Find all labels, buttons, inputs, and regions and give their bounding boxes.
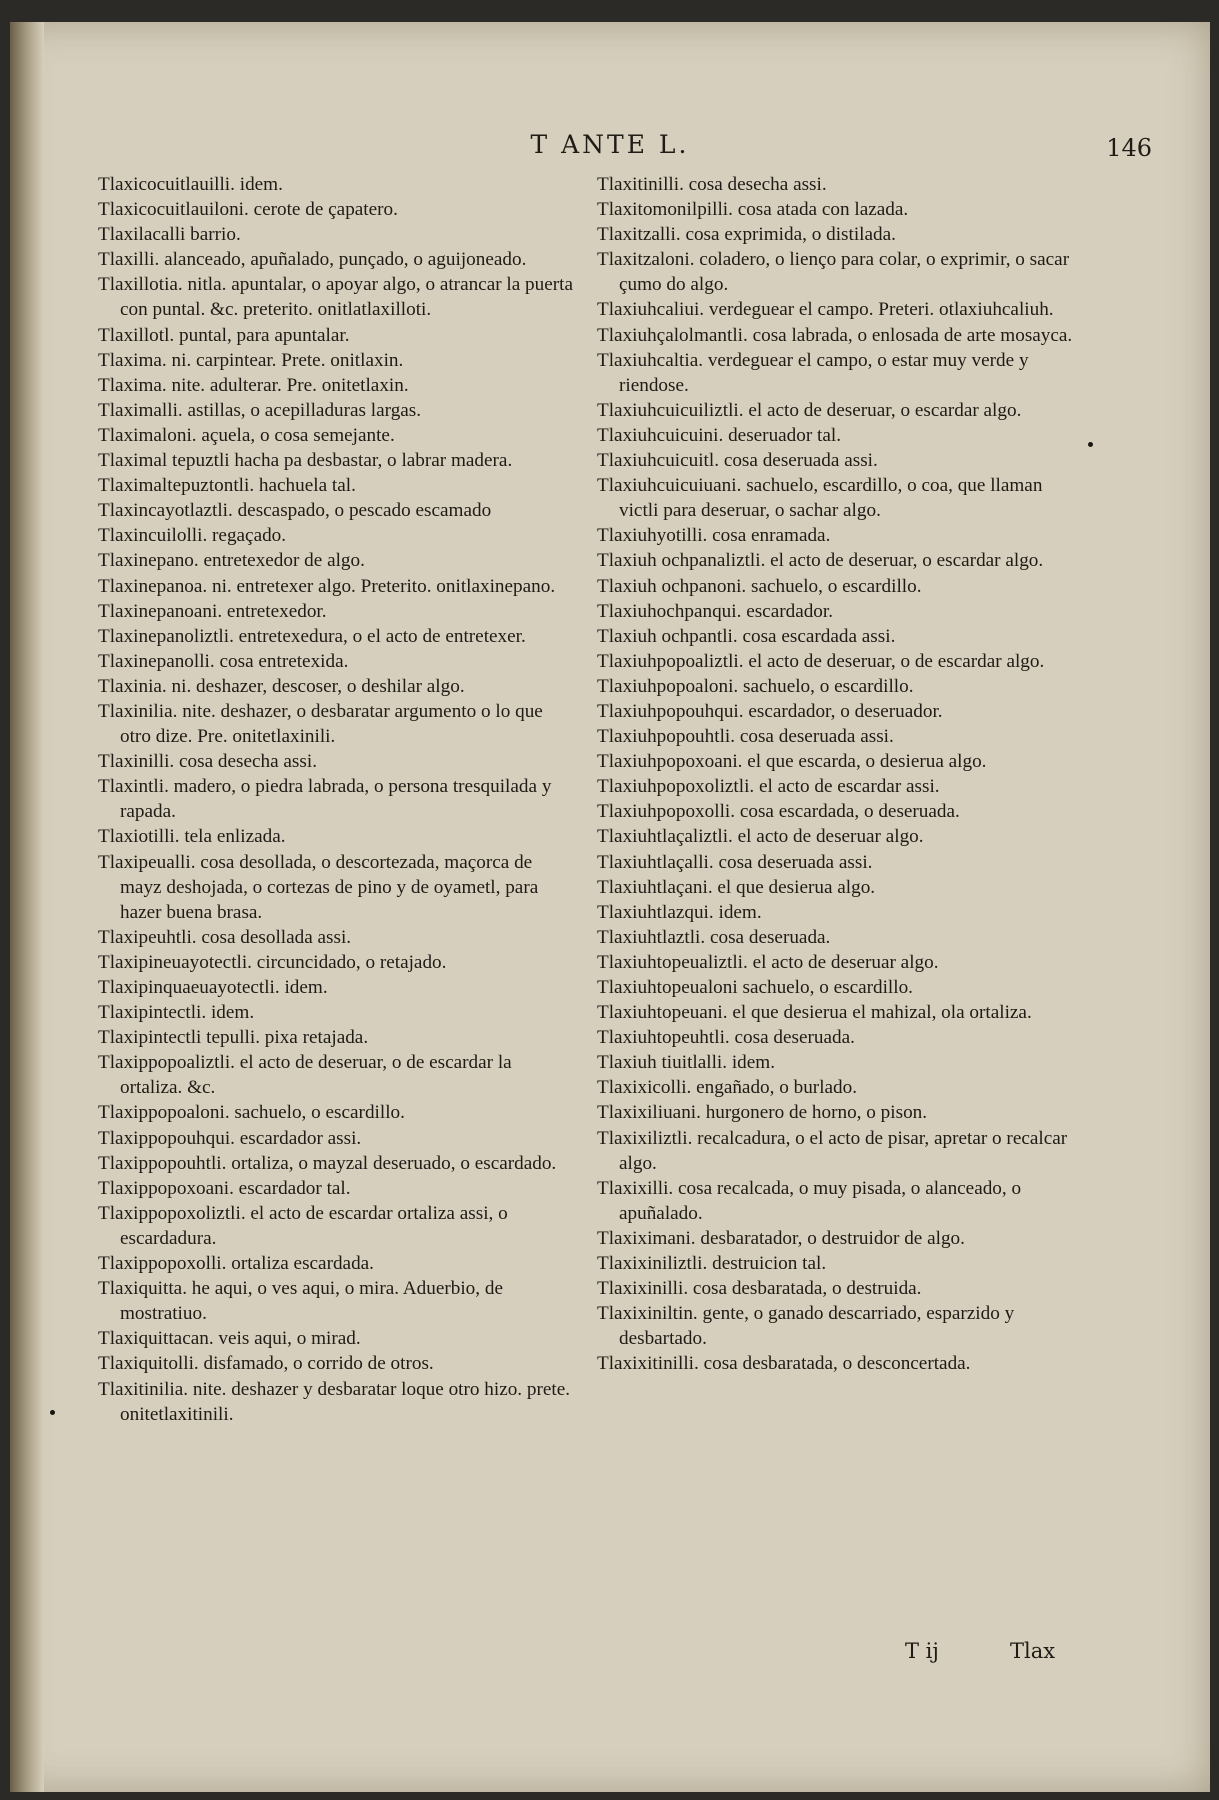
dictionary-entry: Tlaxinia. ni. deshazer, descoser, o deshilar algo. <box>98 675 465 697</box>
dictionary-entry: Tlaxinepanolli. cosa entretexida. <box>98 650 349 672</box>
dictionary-entry: Tlaxiuhtlaçalli. cosa deseruada assi. <box>597 851 873 873</box>
dictionary-entry: Tlaxiuhcaliui. verdeguear el campo. Preteri. otlaxiuhcaliuh. <box>597 299 1054 321</box>
dictionary-entry: Tlaxinepanoani. entretexedor. <box>98 600 327 622</box>
folio-number: 146 <box>1106 134 1152 162</box>
dictionary-entry: Tlaxipinquaeuayotectli. idem. <box>98 977 328 998</box>
dictionary-entry: Tlaxinilli. cosa desecha assi. <box>98 751 317 773</box>
dictionary-entry: Tlaxinepanoliztli. entretexedura, o el acto de entretexer. <box>98 625 526 647</box>
ink-speck <box>1088 442 1093 447</box>
dictionary-entry: Tlaxipineuayotectli. circuncidado, o retajado. <box>98 951 447 973</box>
dictionary-entry: Tlaxitzalli. cosa exprimida, o distilada. <box>597 224 896 246</box>
dictionary-entry: Tlaximaltepuztontli. hachuela tal. <box>98 475 356 497</box>
dictionary-entry: Tlaxintli. madero, o piedra labrada, o persona tresquilada y rapada. <box>98 776 552 823</box>
dictionary-entry: Tlaxiotilli. tela enlizada. <box>98 826 286 848</box>
dictionary-entry: Tlaxippopouhqui. escardador assi. <box>98 1127 362 1149</box>
dictionary-entry: Tlaxiuhpopoxoliztli. el acto de escardar assi. <box>597 776 940 798</box>
dictionary-entry: Tlaxinepano. entretexedor de algo. <box>98 550 365 572</box>
ink-speck <box>50 1410 55 1415</box>
dictionary-entry: Tlaxincuilolli. regaçado. <box>98 525 287 547</box>
dictionary-entry: Tlaxitinilli. cosa desecha assi. <box>597 174 827 195</box>
dictionary-entry: Tlaxiuhtopeuhtli. cosa deseruada. <box>597 1027 855 1049</box>
dictionary-entry: Tlaxipeuhtli. cosa desollada assi. <box>98 926 352 948</box>
dictionary-entry: Tlaxiuhcuicuitl. cosa deseruada assi. <box>597 450 878 472</box>
dictionary-entry: Tlaxiquittacan. veis aqui, o mirad. <box>98 1328 361 1350</box>
dictionary-entry: Tlaxillotl. puntal, para apuntalar. <box>98 324 350 346</box>
dictionary-entry: Tlaxiuhcuicuiuani. sachuelo, escardillo, o coa, que llaman victli para deseruar, o sachar algo. <box>597 475 1043 522</box>
dictionary-entry: Tlaxincayotlaztli. descaspado, o pescado escamado <box>98 500 492 522</box>
dictionary-entry: Tlaxixilli. cosa recalcada, o muy pisada, o alanceado, o apuñalado. <box>597 1177 1022 1224</box>
dictionary-entry: Tlaxipintectli tepulli. pixa retajada. <box>98 1027 369 1049</box>
dictionary-entry: Tlaxiuhtlaztli. cosa deseruada. <box>597 926 831 948</box>
dictionary-entry: Tlaxiuhtlaçani. el que desierua algo. <box>597 876 876 898</box>
dictionary-entry: Tlaxiquitolli. disfamado, o corrido de otros. <box>98 1353 434 1375</box>
dictionary-entry: Tlaxipeualli. cosa desollada, o descortezada, maçorca de mayz deshojada, o cortezas de pino y de oyametl, para hazer buena brasa. <box>98 851 539 923</box>
dictionary-entry: Tlaxiuhtopeuani. el que desierua el mahizal, ola ortaliza. <box>597 1002 1032 1024</box>
dictionary-entry: Tlaxitzaloni. coladero, o lienço para colar, o exprimir, o sacar çumo do algo. <box>597 249 1070 296</box>
page-footer <box>10 1639 1210 1669</box>
dictionary-entry: Tlaximal tepuztli hacha pa desbastar, o labrar madera. <box>98 450 513 472</box>
dictionary-entry: Tlaxiuhpopoxolli. cosa escardada, o deseruada. <box>597 801 960 823</box>
dictionary-entry: Tlaxippopouhtli. ortaliza, o mayzal deseruado, o escardado. <box>98 1152 557 1174</box>
signature-mark: T ij <box>905 1639 939 1663</box>
dictionary-entry: Tlaxippopoxoliztli. el acto de escardar ortaliza assi, o escardadura. <box>98 1202 508 1249</box>
dictionary-entry: Tlaxixitinilli. cosa desbaratada, o desconcertada. <box>597 1353 971 1375</box>
dictionary-entry: Tlaximaloni. açuela, o cosa semejante. <box>98 424 395 446</box>
dictionary-entry: Tlaxiuhochpanqui. escardador. <box>597 600 834 622</box>
dictionary-entry: Tlaxiuh ochpanoni. sachuelo, o escardillo. <box>597 575 922 597</box>
dictionary-entry: Tlaxinepanoa. ni. entretexer algo. Preterito. onitlaxinepano. <box>98 575 556 597</box>
dictionary-entry: Tlaxilli. alanceado, apuñalado, punçado, o aguijoneado. <box>98 249 527 271</box>
dictionary-entry: Tlaxima. nite. adulterar. Pre. onitetlaxin. <box>98 374 409 396</box>
dictionary-entry: Tlaxiuhtlaçaliztli. el acto de deseruar algo. <box>597 826 924 848</box>
dictionary-entry: Tlaxiuhtlazqui. idem. <box>597 901 762 923</box>
dictionary-entry: Tlaxiuh ochpantli. cosa escardada assi. <box>597 625 896 647</box>
catchword: Tlax <box>1010 1639 1056 1663</box>
dictionary-entry: Tlaxixiniliztli. destruicion tal. <box>597 1253 827 1275</box>
dictionary-entry: Tlaxiuhpopouhtli. cosa deseruada assi. <box>597 726 894 748</box>
dictionary-entry: Tlaxippopoaliztli. el acto de deseruar, o de escardar la ortaliza. &c. <box>98 1052 512 1099</box>
dictionary-entry: Tlaxippopoaloni. sachuelo, o escardillo. <box>98 1102 405 1124</box>
dictionary-entry: Tlaxima. ni. carpintear. Prete. onitlaxin. <box>98 349 404 371</box>
dictionary-entry: Tlaxixinilli. cosa desbaratada, o destruida. <box>597 1278 922 1300</box>
book-page <box>10 22 1210 1792</box>
dictionary-entry: Tlaxinilia. nite. deshazer, o desbaratar argumento o lo que otro dize. Pre. onitetlaxinili. <box>98 700 543 748</box>
running-head: T ANTE L. <box>530 130 690 159</box>
dictionary-entry: Tlaxillotia. nitla. apuntalar, o apoyar algo, o atrancar la puerta con puntal. &c. preterito. onitlatlaxilloti. <box>98 274 573 321</box>
dictionary-entry: Tlaxixiniltin. gente, o ganado descarriado, esparzido y desbartado. <box>597 1303 1015 1350</box>
left-column <box>98 172 578 1427</box>
dictionary-entry: Tlaxipintectli. idem. <box>98 1002 255 1024</box>
dictionary-entry: Tlaxiuhcaltia. verdeguear el campo, o estar muy verde y riendose. <box>597 349 1029 396</box>
dictionary-entry: Tlaxiuhpopoxoani. el que escarda, o desierua algo. <box>597 751 987 773</box>
dictionary-entry: Tlaxiuhpopoaliztli. el acto de deseruar, o de escardar algo. <box>597 650 1045 672</box>
page-header <box>10 130 1210 170</box>
dictionary-entry: Tlaxippopoxoani. escardador tal. <box>98 1177 351 1199</box>
dictionary-entry: Tlaxiuhcuicuini. deseruador tal. <box>597 424 842 446</box>
dictionary-entry: Tlaxicocuitlauilli. idem. <box>98 174 283 195</box>
dictionary-entry: Tlaxiuhçalolmantli. cosa labrada, o enlosada de arte mosayca. <box>597 324 1073 346</box>
dictionary-entry: Tlaxiquitta. he aqui, o ves aqui, o mira. Aduerbio, de mostratiuo. <box>98 1278 503 1325</box>
dictionary-entry: Tlaxitomonilpilli. cosa atada con lazada. <box>597 199 909 221</box>
dictionary-entry: Tlaximalli. astillas, o acepilladuras largas. <box>98 399 422 421</box>
dictionary-entry: Tlaxiuhcuicuiliztli. el acto de deseruar, o escardar algo. <box>597 399 1022 421</box>
dictionary-entry: Tlaxiximani. desbaratador, o destruidor de algo. <box>597 1227 965 1249</box>
dictionary-entry: Tlaxiuh ochpanaliztli. el acto de deseruar, o escardar algo. <box>597 550 1044 572</box>
dictionary-entry: Tlaxitinilia. nite. deshazer y desbaratar loque otro hizo. prete. onitetlaxitinili. <box>98 1378 571 1425</box>
dictionary-entry: Tlaxiuhtopeualiztli. el acto de deseruar algo. <box>597 951 939 973</box>
dictionary-entry: Tlaxiuhyotilli. cosa enramada. <box>597 525 831 547</box>
right-column <box>597 172 1079 1377</box>
dictionary-entry: Tlaxixiliztli. recalcadura, o el acto de pisar, apretar o recalcar algo. <box>597 1127 1068 1174</box>
dictionary-entry: Tlaxicocuitlauiloni. cerote de çapatero. <box>98 199 398 221</box>
dictionary-entry: Tlaxippopoxolli. ortaliza escardada. <box>98 1253 374 1275</box>
page-gutter <box>10 22 44 1792</box>
dictionary-entry: Tlaxilacalli barrio. <box>98 224 241 246</box>
dictionary-entry: Tlaxiuhpopoaloni. sachuelo, o escardillo. <box>597 675 914 697</box>
dictionary-entry: Tlaxixicolli. engañado, o burlado. <box>597 1077 858 1099</box>
dictionary-entry: Tlaxiuh tiuitlalli. idem. <box>597 1052 775 1074</box>
dictionary-entry: Tlaxiuhtopeualoni sachuelo, o escardillo. <box>597 977 913 998</box>
dictionary-entry: Tlaxiuhpopouhqui. escardador, o deseruador. <box>597 700 943 722</box>
dictionary-entry: Tlaxixiliuani. hurgonero de horno, o pison. <box>597 1102 928 1124</box>
